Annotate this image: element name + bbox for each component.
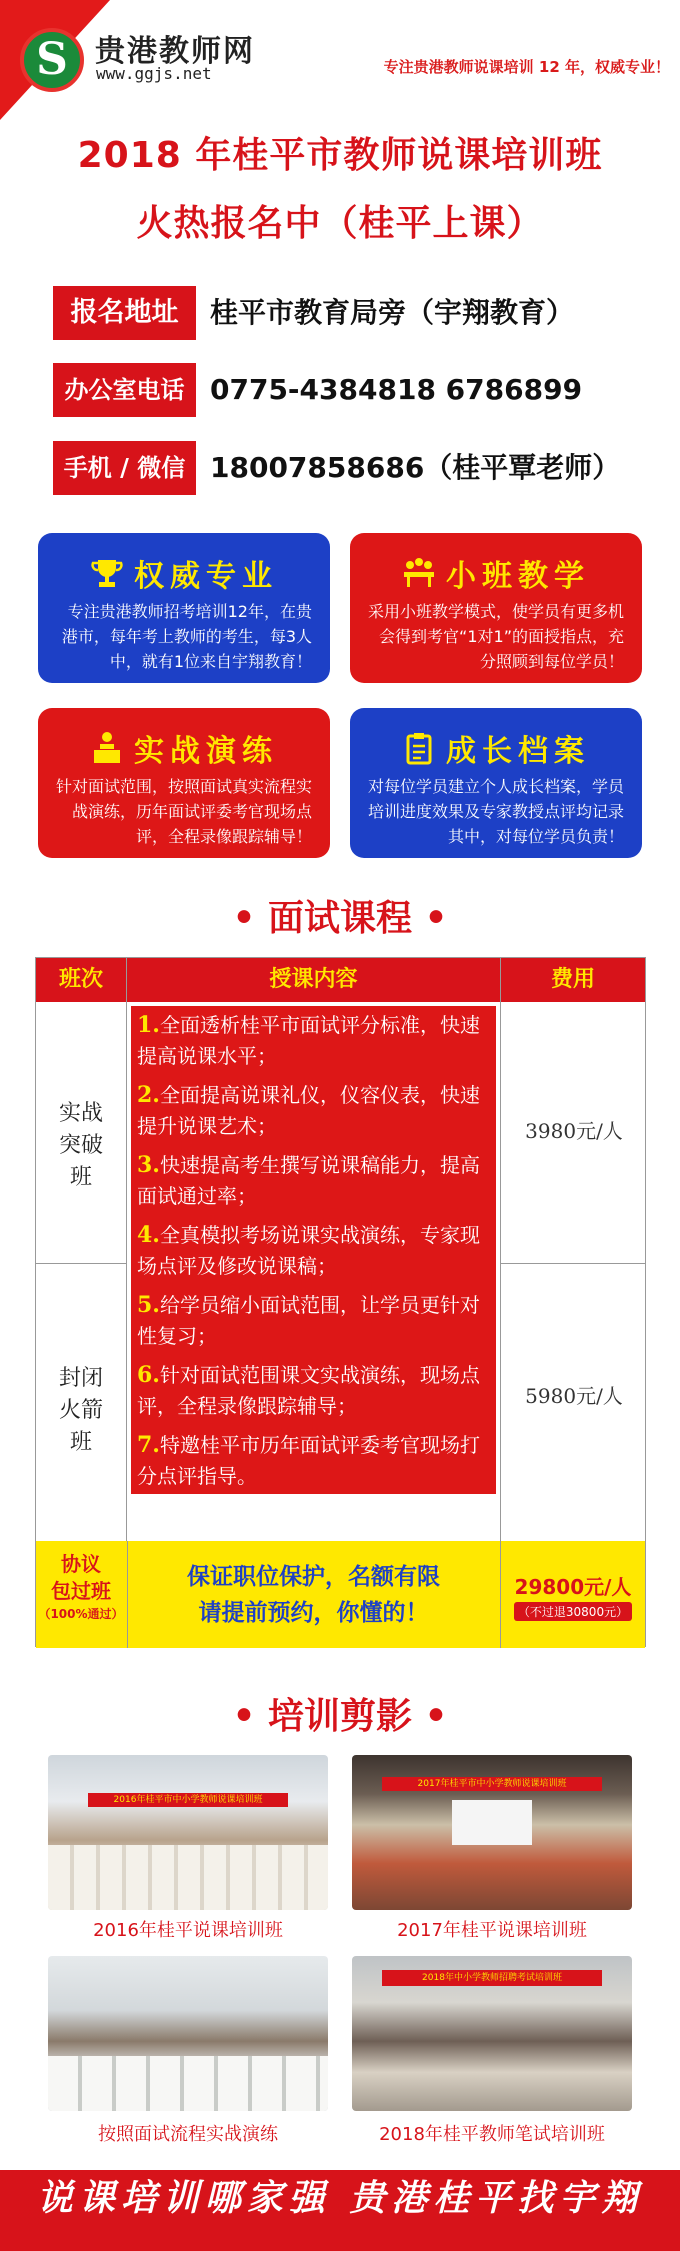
page-title: 2018 年桂平市教师说课培训班 [77, 135, 603, 176]
course-item: 4.全真模拟考场说课实战演练，专家现场点评及修改说课稿； [137, 1222, 480, 1278]
header-class: 班次 [36, 958, 126, 1002]
course-item: 6.针对面试范围课文实战演练，现场点评，全程录像跟踪辅导； [137, 1362, 480, 1418]
photo-caption: 2018年桂平教师笔试培训班 [379, 2124, 605, 2145]
vip-content-line2: 请提前预约，你懂的！ [198, 1600, 429, 1626]
brand-name: 贵港教师网 [95, 34, 255, 69]
course-content [131, 1006, 496, 1494]
feature-desc: 专注贵港教师招考培训12年，在贵港市，每年考上教师的考生，每3人中，就有1位来自宇翔教育！ [61, 602, 312, 671]
vip-content-line1: 保证职位保护，名额有限 [187, 1564, 440, 1590]
podium-icon [90, 731, 124, 765]
logo-icon [20, 28, 84, 92]
feature-desc: 针对面试范围，按照面试真实流程实战演练，历年面试评委考官现场点评，全程录像跟踪辅导！ [56, 777, 313, 846]
courses-table [35, 957, 646, 1647]
feature-title: 成长档案 [446, 734, 590, 769]
phone-label: 办公室电话 [53, 363, 196, 417]
feature-desc: 对每位学员建立个人成长档案，学员培训进度效果及专家教授点评均记录其中，对每位学员负责！ [368, 777, 625, 846]
feature-authority [38, 533, 330, 683]
trophy-icon [90, 556, 124, 590]
feature-desc: 采用小班教学模式，使学员有更多机会得到考官“1对1”的面授指点，充分照顾到每位学员！ [368, 602, 625, 671]
page-subtitle: 火热报名中（桂平上课） [136, 203, 544, 244]
courses-section-title: • 面试课程 • [232, 897, 448, 939]
clipboard-icon [402, 731, 436, 765]
course-item: 1.全面透析桂平市面试评分标准，快速提高说课水平； [137, 1012, 480, 1068]
feature-archive [350, 708, 642, 858]
header-content: 授课内容 [127, 958, 500, 1002]
vip-price-note: （不过退30800元） [514, 1602, 632, 1621]
feature-practice [38, 708, 330, 858]
brand-url[interactable]: www.ggjs.net [96, 64, 212, 83]
class-price: 3980元/人 [525, 1119, 623, 1143]
feature-title: 权威专业 [134, 559, 278, 594]
footer-banner [0, 2170, 680, 2251]
photo-2018: 2018年中小学教师招聘考试培训班 [352, 1956, 632, 2111]
class-name: 封闭火箭班 [58, 1366, 103, 1455]
course-item: 7.特邀桂平市历年面试评委考官现场打分点评指导。 [137, 1432, 480, 1488]
course-item: 2.全面提高说课礼仪，仪容仪表，快速提升说课艺术； [137, 1082, 480, 1138]
vip-name-line2: 包过班 [51, 1579, 111, 1603]
header-fee: 费用 [501, 958, 645, 1002]
vip-price: 29800元/人 [514, 1575, 632, 1599]
photo-2016: 2016年桂平市中小学教师说课培训班 [48, 1755, 328, 1910]
classroom-icon [402, 556, 436, 590]
address-label: 报名地址 [53, 286, 196, 340]
course-item: 3.快速提高考生撰写说课稿能力，提高面试通过率； [137, 1152, 480, 1208]
photo-caption: 2017年桂平说课培训班 [397, 1920, 587, 1941]
feature-title: 小班教学 [446, 559, 590, 594]
class-name: 实战突破班 [58, 1101, 103, 1190]
mobile-label: 手机 / 微信 [53, 441, 196, 495]
phone-value: 0775-4384818 6786899 [210, 373, 583, 406]
photo-practice [48, 1956, 328, 2111]
feature-title: 实战演练 [134, 734, 278, 769]
tagline: 专注贵港教师说课培训 12 年，权威专业！ [383, 58, 670, 76]
class-price: 5980元/人 [525, 1384, 623, 1408]
vip-row [36, 1541, 645, 1648]
vip-note: （100%通过） [38, 1607, 124, 1621]
photo-caption: 2016年桂平说课培训班 [93, 1920, 283, 1941]
feature-small-class [350, 533, 642, 683]
gallery-section-title: • 培训剪影 • [232, 1695, 448, 1737]
mobile-value: 18007858686（桂平覃老师） [210, 451, 621, 484]
vip-name-line1: 协议 [61, 1552, 101, 1576]
footer-slogan: 说课培训哪家强 贵港桂平找宇翔 [36, 2177, 644, 2219]
photo-caption: 按照面试流程实战演练 [98, 2124, 278, 2145]
photo-2017: 2017年桂平市中小学教师说课培训班 [352, 1755, 632, 1910]
address-value: 桂平市教育局旁（宇翔教育） [210, 296, 575, 329]
logo-letter: S [36, 34, 68, 85]
course-item: 5.给学员缩小面试范围，让学员更针对性复习； [137, 1292, 480, 1348]
